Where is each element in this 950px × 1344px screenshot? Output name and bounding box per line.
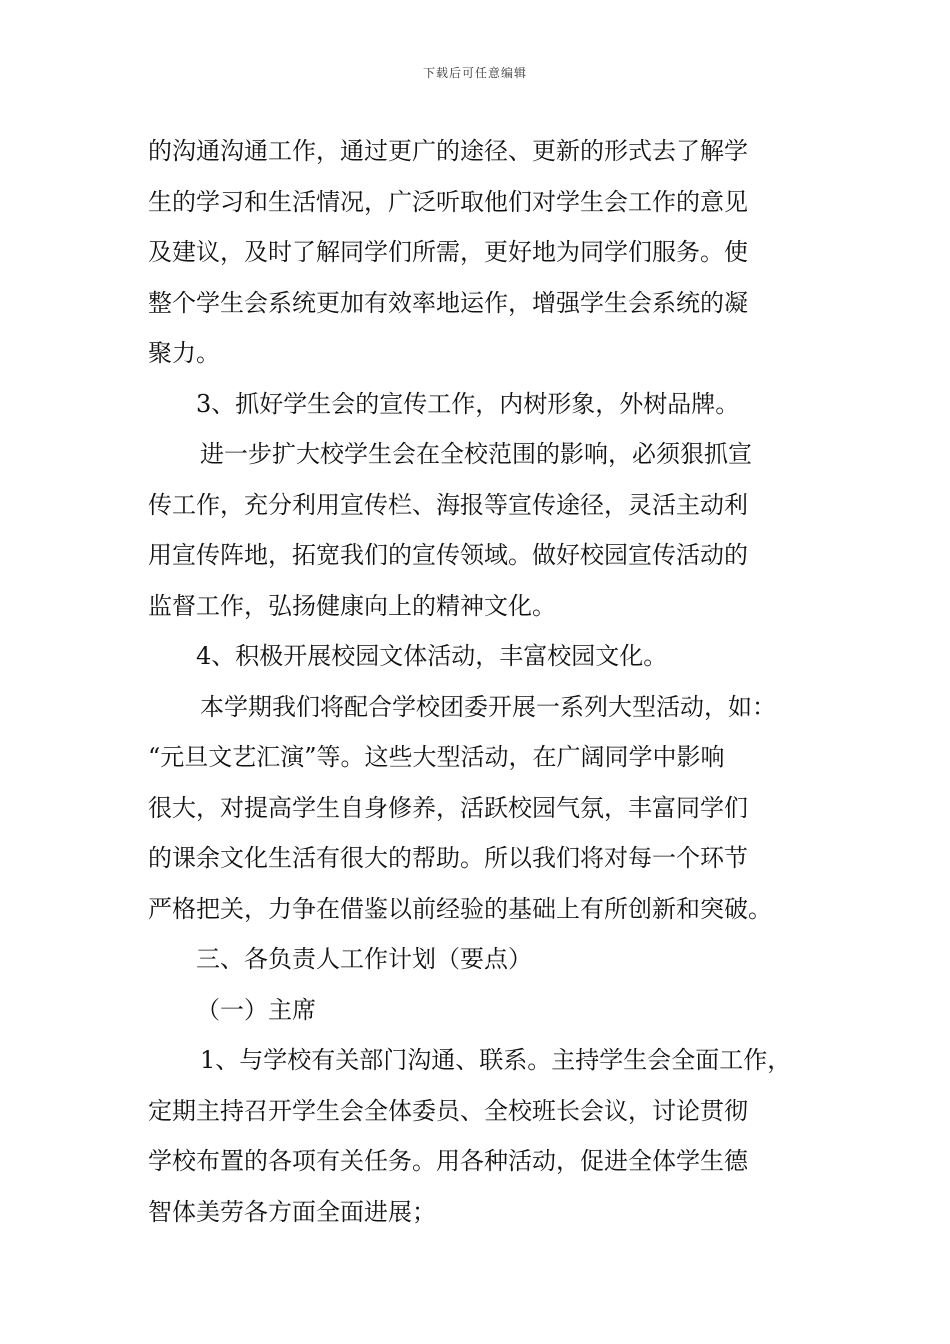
text-line: “元旦文艺汇演”等。这些大型活动，在广阔同学中影响 xyxy=(148,743,725,771)
text-line: 及建议，及时了解同学们所需，更好地为同学们服务。使 xyxy=(148,238,748,266)
text-line: 定期主持召开学生会全体委员、全校班长会议，讨论贯彻 xyxy=(148,1096,748,1125)
section-heading: 3、抓好学生会的宣传工作，内树形象，外树品牌。 xyxy=(196,389,740,418)
document-body xyxy=(148,126,808,1237)
text-line: 很大，对提高学生自身修养，活跃校园气氛，丰富同学们 xyxy=(148,793,748,822)
paragraph-start: 1、与学校有关部门沟通、联系。主持学生会全面工作， xyxy=(200,1046,792,1074)
text-line: 传工作，充分利用宣传栏、海报等宣传途径，灵活主动利 xyxy=(148,490,748,519)
header-note: 下载后可任意编辑 xyxy=(422,66,527,80)
text-line: 严格把关，力争在借鉴以前经验的基础上有所创新和突破。 xyxy=(148,894,772,923)
text-line: 用宣传阵地，拓宽我们的宣传领域。做好校园宣传活动的 xyxy=(148,541,748,569)
text-line: 监督工作，弘扬健康向上的精神文化。 xyxy=(148,591,556,620)
section-heading: 4、积极开展校园文体活动，丰富校园文化。 xyxy=(196,642,668,670)
paragraph-start: 本学期我们将配合学校团委开展一系列大型活动，如： xyxy=(200,692,776,721)
text-line: 的沟通沟通工作，通过更广的途径、更新的形式去了解学 xyxy=(148,137,748,165)
section-heading: 三、各负责人工作计划（要点） xyxy=(196,945,532,973)
text-line: 聚力。 xyxy=(148,339,220,367)
text-line: 智体美劳各方面全面进展； xyxy=(148,1197,436,1226)
text-line: 的课余文化生活有很大的帮助。所以我们将对每一个环节 xyxy=(148,844,748,872)
text-line: 整个学生会系统更加有效率地运作，增强学生会系统的凝 xyxy=(148,288,748,317)
text-line: 学校布置的各项有关任务。用各种活动，促进全体学生德 xyxy=(148,1147,748,1175)
subsection-heading: （一）主席 xyxy=(196,995,316,1024)
text-line: 生的学习和生活情况，广泛听取他们对学生会工作的意见 xyxy=(148,187,748,216)
paragraph-start: 进一步扩大校学生会在全校范围的影响，必须狠抓宣 xyxy=(200,440,752,468)
